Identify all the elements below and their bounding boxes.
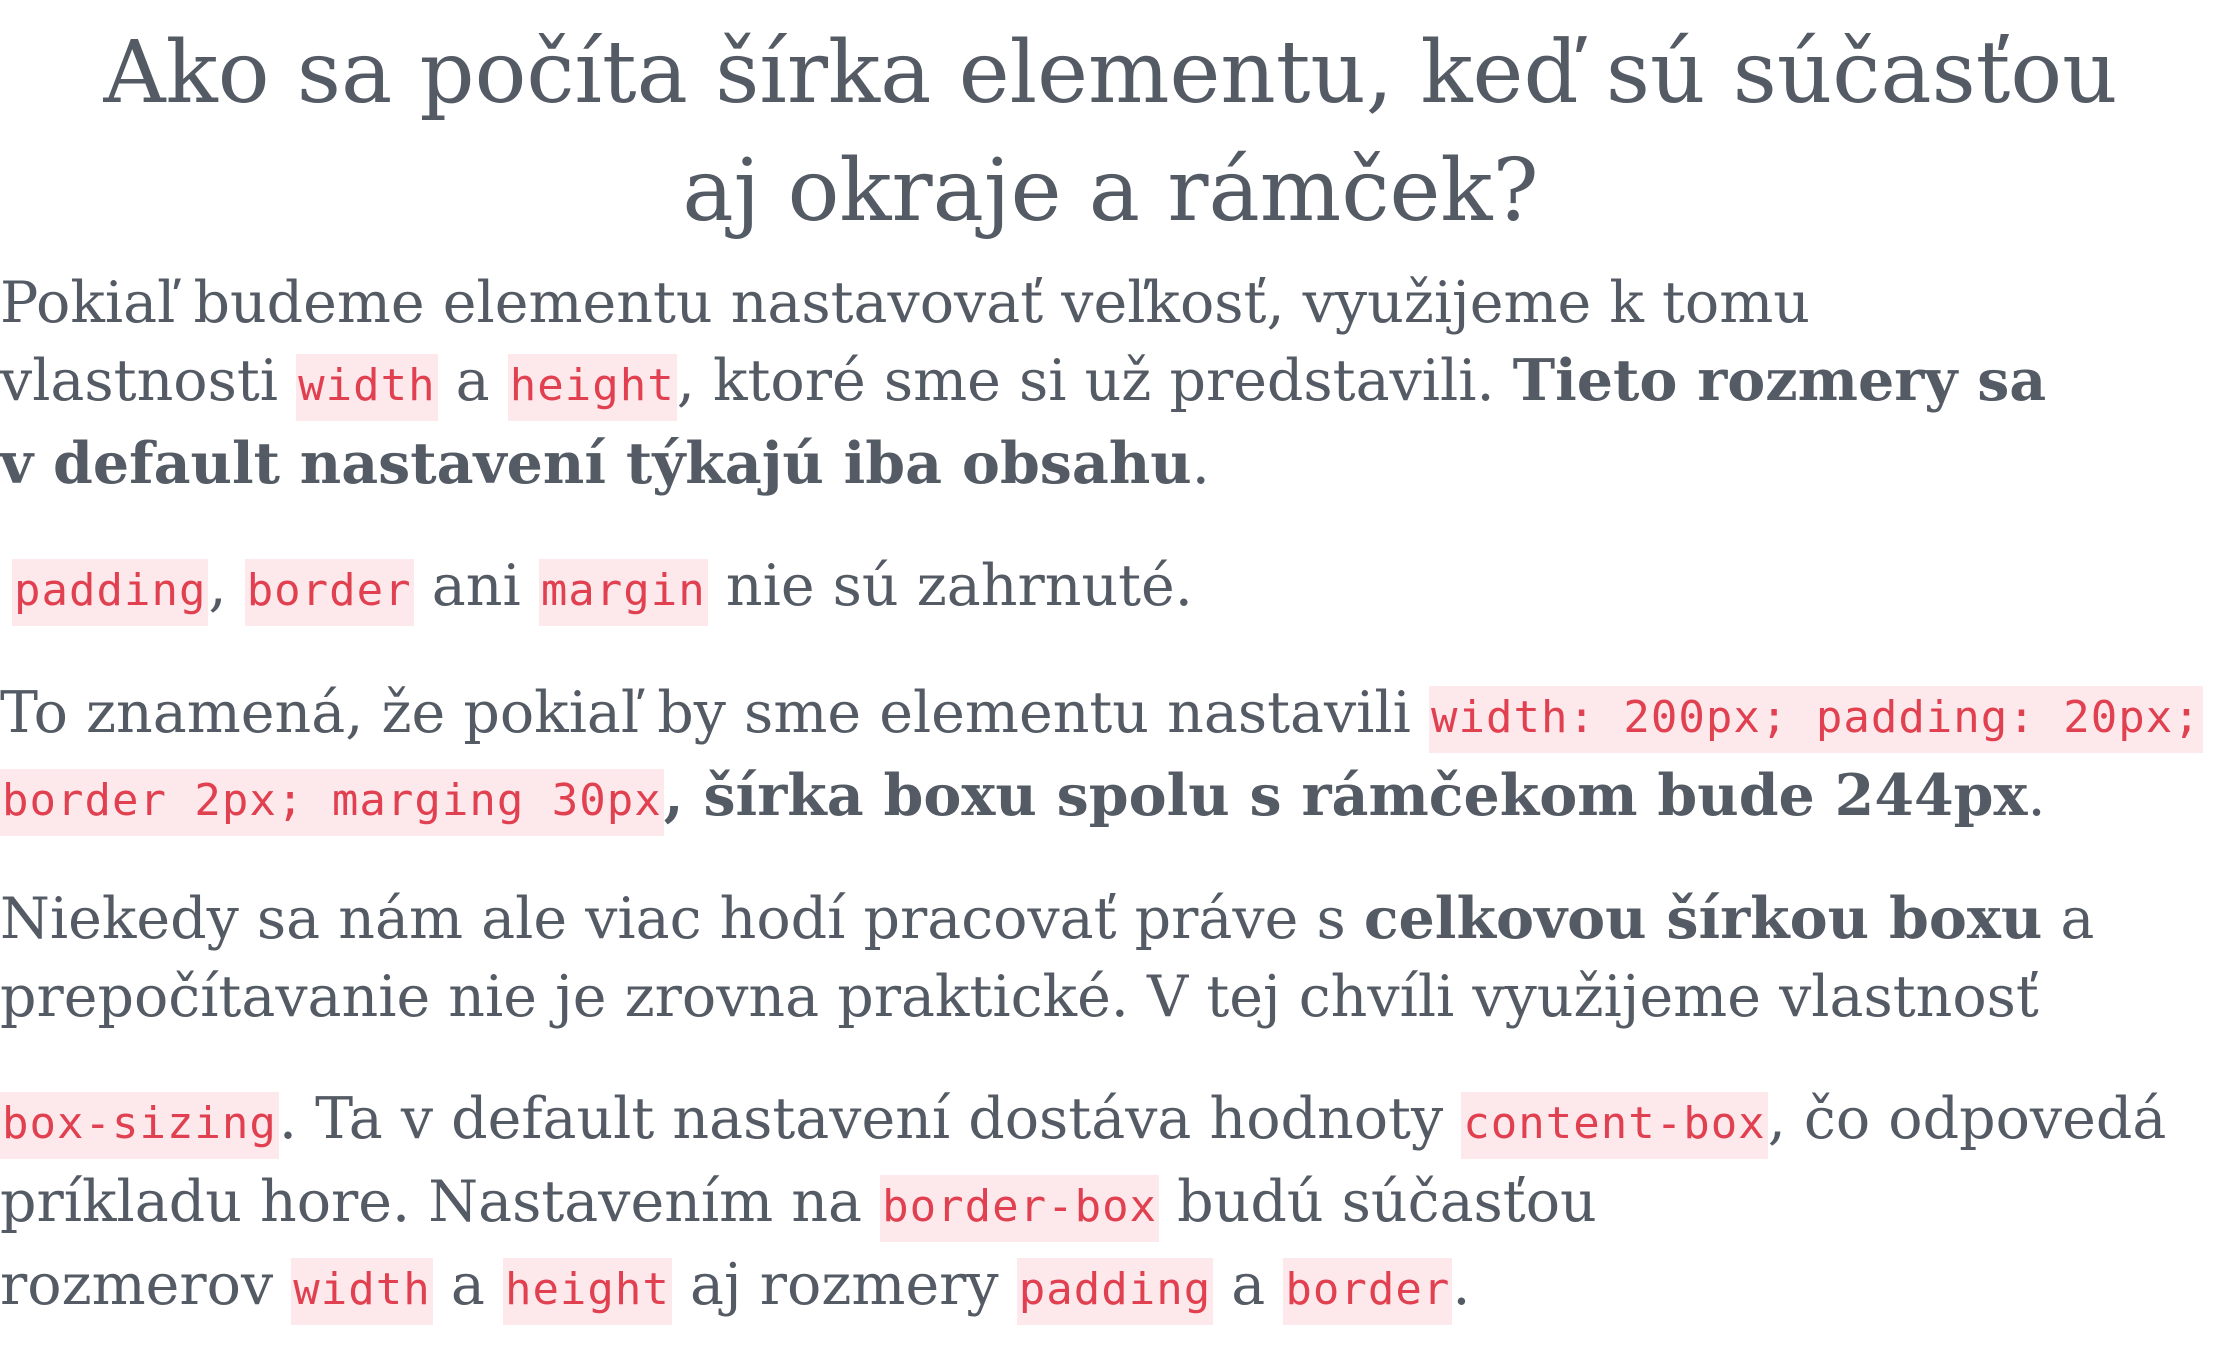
paragraph-line	[0, 342, 2221, 425]
text: a	[2042, 886, 2095, 952]
text: budú súčasťou	[1159, 1169, 1597, 1235]
paragraph-line	[0, 880, 2221, 958]
paragraph-total-width	[0, 880, 2221, 1036]
page-title	[0, 0, 2221, 250]
text: a	[1213, 1252, 1284, 1318]
paragraph-line	[0, 425, 2221, 503]
text: a	[437, 348, 508, 414]
code-padding: padding	[1017, 1258, 1213, 1325]
paragraph-line	[0, 1163, 2221, 1246]
text: ani	[413, 553, 539, 619]
text: prepočítavanie nie je zrovna praktické. V tej chvíli využijeme vlastnosť	[0, 964, 2039, 1030]
code-height: height	[503, 1258, 672, 1325]
bold-text: , šírka boxu spolu s rámčekom bude 244px	[663, 762, 2028, 829]
paragraph-box-sizing	[0, 1080, 2221, 1329]
paragraph-line	[0, 757, 2221, 840]
code-width: width	[296, 354, 437, 421]
code-margin: margin	[539, 559, 708, 626]
text: a	[432, 1252, 503, 1318]
page-title-line-2: aj okraje a rámček?	[682, 141, 1539, 241]
text: To znamená, že pokiaľ by sme elementu nastavili	[0, 680, 1429, 746]
code-content-box: content-box	[1461, 1092, 1767, 1159]
code-border: border	[245, 559, 414, 626]
code-example-line-2: border 2px; marging 30px	[0, 769, 664, 836]
code-example-line-1: width: 200px; padding: 20px;	[1429, 686, 2203, 753]
paragraph-example	[0, 674, 2221, 840]
text: aj rozmery	[671, 1252, 1017, 1318]
paragraph-line	[0, 264, 2221, 342]
paragraph-not-included	[0, 547, 2221, 630]
text: ,	[208, 553, 245, 619]
text: Niekedy sa nám ale viac hodí pracovať práve s	[0, 886, 1364, 952]
paragraph-line	[0, 1080, 2221, 1163]
code-padding: padding	[12, 559, 208, 626]
bold-text: celkovou šírkou boxu	[1363, 885, 2043, 952]
text: .	[1191, 431, 1210, 497]
text: príkladu hore. Nastavením na	[0, 1169, 881, 1235]
code-box-sizing: box-sizing	[0, 1092, 279, 1159]
page-title-line-1: Ako sa počíta šírka elementu, keď sú súčasťou	[103, 23, 2118, 123]
text: .	[2027, 763, 2046, 829]
paragraph-line	[0, 958, 2221, 1036]
text: . Ta v default nastavení dostáva hodnoty	[278, 1086, 1462, 1152]
text: , ktoré sme si už predstavili.	[676, 348, 1513, 414]
text: vlastnosti	[0, 348, 297, 414]
paragraph-intro	[0, 264, 2221, 503]
code-height: height	[508, 354, 677, 421]
paragraph-line	[12, 547, 2221, 630]
paragraph-line	[0, 1246, 2221, 1329]
text: rozmerov	[0, 1252, 292, 1318]
text: nie sú zahrnuté.	[707, 553, 1193, 619]
code-width: width	[291, 1258, 432, 1325]
text: Pokiaľ budeme elementu nastavovať veľkosť, využijeme k tomu	[0, 270, 1811, 336]
code-border: border	[1283, 1258, 1452, 1325]
paragraph-line	[0, 674, 2221, 757]
text: , čo odpovedá	[1767, 1086, 2167, 1152]
code-border-box: border-box	[880, 1175, 1159, 1242]
text: .	[1452, 1252, 1471, 1318]
bold-text: v default nastavení týkajú iba obsahu	[0, 430, 1192, 497]
bold-text: Tieto rozmery sa	[1512, 347, 2047, 414]
